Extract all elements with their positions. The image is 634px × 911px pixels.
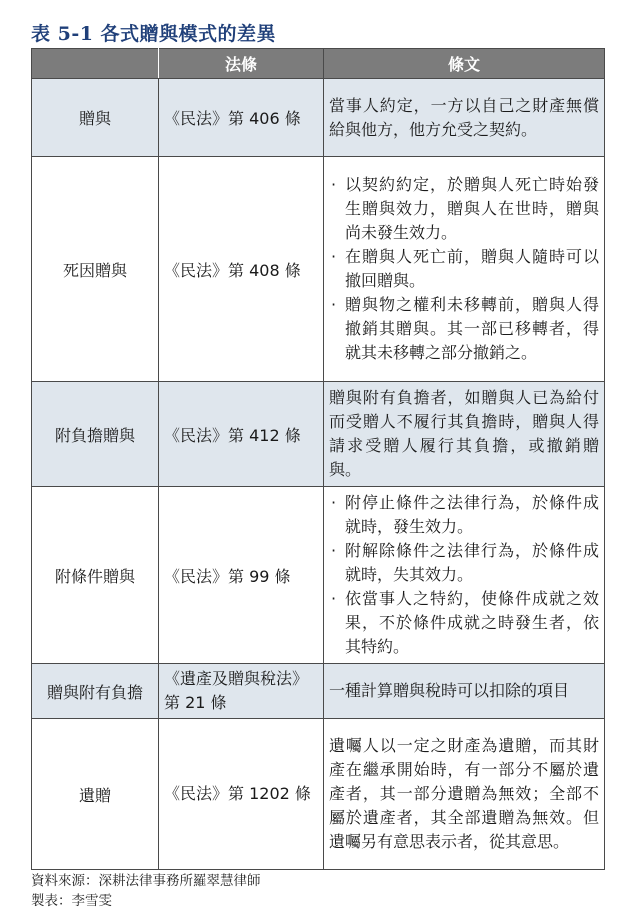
- law-article-cell: 《民法》第 99 條: [159, 487, 324, 664]
- table-title: 表 5-1 各式贈與模式的差異: [31, 23, 277, 45]
- header-law-cell: 法條: [159, 49, 324, 79]
- table-row: [32, 664, 605, 719]
- bullet-icon: ·: [331, 175, 337, 194]
- list-item: · 附停止條件之法律行為，於條件成就時，發生效力。: [331, 493, 599, 536]
- article-text-cell: [324, 487, 605, 664]
- gift-type-cell: 附條件贈與: [32, 487, 159, 664]
- bullet-icon: ·: [331, 589, 337, 608]
- bullet-icon: ·: [331, 493, 337, 512]
- table-header-row: [32, 49, 605, 79]
- article-text-cell: 當事人約定，一方以自己之財產無償給與他方，他方允受之契約。: [324, 79, 605, 157]
- bullet-icon: ·: [331, 541, 337, 560]
- law-article-cell: 《民法》第 1202 條: [159, 719, 324, 870]
- gift-type-cell: 死因贈與: [32, 157, 159, 382]
- header-text-cell: 條文: [324, 49, 605, 79]
- gift-type-cell: 附負擔贈與: [32, 382, 159, 487]
- list-item: · 附解除條件之法律行為，於條件成就時，失其效力。: [331, 541, 599, 584]
- law-article-cell: 《民法》第 412 條: [159, 382, 324, 487]
- law-article-cell: 《民法》第 406 條: [159, 79, 324, 157]
- source-note: 資料來源：深耕法律事務所羅翠慧律師: [31, 873, 261, 889]
- article-text-cell: 一種計算贈與稅時可以扣除的項目: [324, 664, 605, 719]
- list-item: · 以契約約定，於贈與人死亡時始發生贈與效力，贈與人在世時，贈與尚未發生效力。: [331, 175, 599, 242]
- article-text-cell: [324, 157, 605, 382]
- list-item: · 依當事人之特約，使條件成就之效果，不於條件成就之時發生者，依其特約。: [331, 589, 599, 656]
- gift-type-cell: 贈與: [32, 79, 159, 157]
- header-name-cell: [32, 49, 159, 79]
- comparison-table: [31, 48, 605, 870]
- table-row: [32, 79, 605, 157]
- gift-type-cell: 贈與附有負擔: [32, 664, 159, 719]
- article-text-cell: 遺囑人以一定之財產為遺贈，而其財產在繼承開始時，有一部分不屬於遺產者，其一部分遺贈為無效；全部不屬於遺產者，其全部遺贈為無效。但遺囑另有意思表示者，從其意思。: [324, 719, 605, 870]
- maker-note: 製表：李雪雯: [31, 893, 112, 909]
- gift-type-cell: 遺贈: [32, 719, 159, 870]
- law-article-cell: 《民法》第 408 條: [159, 157, 324, 382]
- table-row: [32, 719, 605, 870]
- bullet-icon: ·: [331, 247, 337, 266]
- list-item: · 在贈與人死亡前，贈與人隨時可以撤回贈與。: [331, 247, 599, 290]
- table-row: [32, 487, 605, 664]
- article-text-cell: 贈與附有負擔者，如贈與人已為給付而受贈人不履行其負擔時，贈與人得請求受贈人履行其負擔，或撤銷贈與。: [324, 382, 605, 487]
- table-row: [32, 157, 605, 382]
- bullet-icon: ·: [331, 295, 337, 314]
- list-item: · 贈與物之權利未移轉前，贈與人得撤銷其贈與。其一部已移轉者，得就其未移轉之部分撤銷之。: [331, 295, 599, 362]
- law-article-cell: 《遺產及贈與稅法》第 21 條: [159, 664, 324, 719]
- table-row: [32, 382, 605, 487]
